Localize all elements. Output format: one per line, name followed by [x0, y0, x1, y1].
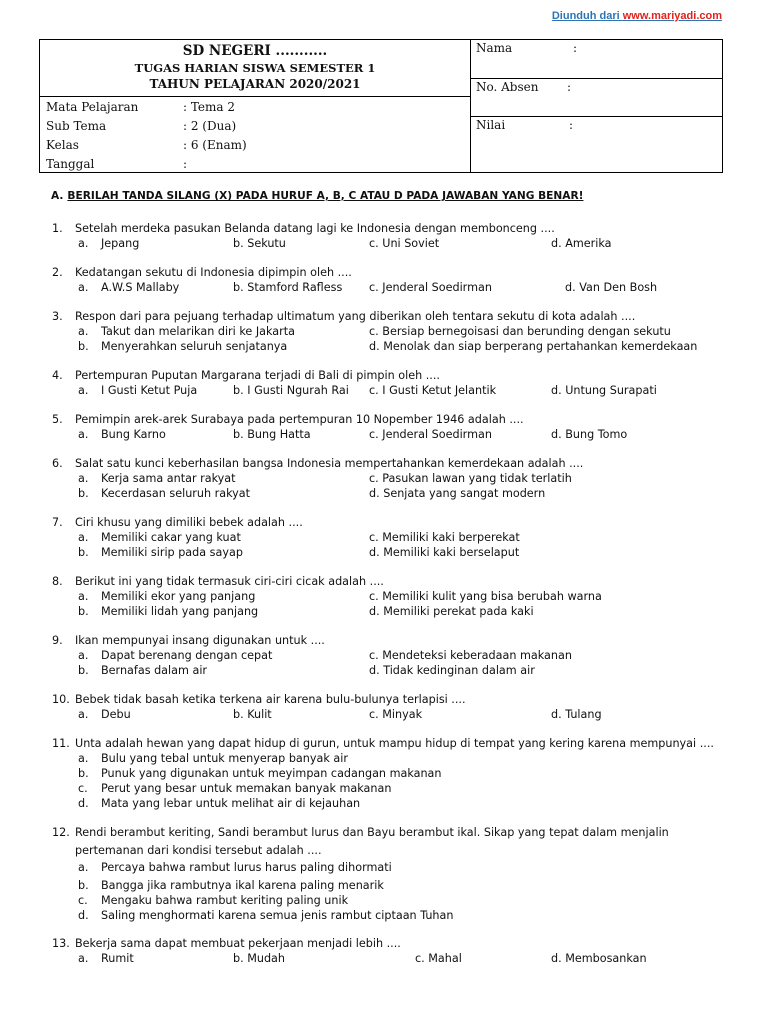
- option-b[interactable]: b. I Gusti Ngurah Rai: [233, 384, 349, 397]
- field-date: [46, 155, 470, 174]
- option-b[interactable]: b. Sekutu: [233, 237, 286, 250]
- download-prefix: Diunduh dari: [551, 10, 623, 22]
- question-text: Ciri khusu yang dimiliki bebek adalah ....: [75, 516, 303, 529]
- question-text: Pemimpin arek-arek Surabaya pada pertempuran 10 Nopember 1946 adalah ....: [75, 413, 524, 426]
- question-text: Pertempuran Puputan Margarana terjadi di Bali di pimpin oleh ....: [75, 369, 440, 382]
- option-d[interactable]: d. Tidak kedinginan dalam air: [369, 664, 535, 677]
- option-letter: a.: [78, 384, 89, 397]
- absen-label: No. Absen: [476, 80, 539, 94]
- option-a[interactable]: Dapat berenang dengan cepat: [101, 649, 273, 662]
- question-number: 11.: [52, 737, 70, 750]
- option-d[interactable]: d. Untung Surapati: [551, 384, 657, 397]
- question-number: 5.: [52, 413, 63, 426]
- option-letter: c.: [78, 782, 88, 795]
- option-b[interactable]: Memiliki sirip pada sayap: [101, 546, 243, 559]
- option-a[interactable]: Percaya bahwa rambut lurus harus paling dihormati: [101, 861, 392, 874]
- header-box: [39, 39, 723, 173]
- option-a[interactable]: Kerja sama antar rakyat: [101, 472, 236, 485]
- field-value: : 2 (Dua): [183, 119, 237, 133]
- field-class: [46, 136, 470, 155]
- student-absen-field[interactable]: [470, 79, 722, 117]
- question-text: Bekerja sama dapat membuat pekerjaan menjadi lebih ....: [75, 937, 401, 950]
- question-text: Rendi berambut keriting, Sandi berambut lurus dan Bayu berambut ikal. Sikap yang tepat dalam menjalin: [75, 826, 669, 839]
- option-b[interactable]: b. Kulit: [233, 708, 272, 721]
- section-letter: A.: [51, 190, 64, 202]
- question-text-continued: pertemanan dari kondisi tersebut adalah ....: [75, 844, 322, 857]
- student-score-field[interactable]: [470, 117, 722, 171]
- option-letter: a.: [78, 237, 89, 250]
- question-number: 8.: [52, 575, 63, 588]
- question-text: Berikut ini yang tidak termasuk ciri-ciri cicak adalah ....: [75, 575, 384, 588]
- field-label: Sub Tema: [46, 119, 107, 133]
- question-text: Unta adalah hewan yang dapat hidup di gurun, untuk mampu hidup di tempat yang kering karena mempunyai ....: [75, 737, 714, 750]
- option-b[interactable]: Bernafas dalam air: [101, 664, 208, 677]
- option-c[interactable]: c. Minyak: [369, 708, 423, 721]
- option-c[interactable]: c. Jenderal Soedirman: [369, 281, 492, 294]
- name-colon: :: [573, 41, 578, 55]
- question-text: Setelah merdeka pasukan Belanda datang lagi ke Indonesia dengan membonceng ....: [75, 222, 555, 235]
- option-letter: a.: [78, 708, 89, 721]
- field-subject: [46, 98, 470, 117]
- option-d[interactable]: d. Memiliki perekat pada kaki: [369, 605, 534, 618]
- field-label: Tanggal: [46, 157, 95, 171]
- question-number: 3.: [52, 310, 63, 323]
- question-text: Kedatangan sekutu di Indonesia dipimpin oleh ....: [75, 266, 352, 279]
- question-text: Ikan mempunyai insang digunakan untuk ....: [75, 634, 325, 647]
- option-d[interactable]: d. Van Den Bosh: [565, 281, 658, 294]
- field-value: : 6 (Enam): [183, 138, 247, 152]
- subject-info: [40, 97, 470, 174]
- question-number: 9.: [52, 634, 63, 647]
- question-number: 13.: [52, 937, 70, 950]
- option-b[interactable]: Memiliki lidah yang panjang: [101, 605, 259, 618]
- question-number: 4.: [52, 369, 63, 382]
- field-value: :: [183, 157, 188, 171]
- assignment-title: TUGAS HARIAN SISWA SEMESTER 1: [134, 61, 376, 75]
- question-number: 1.: [52, 222, 63, 235]
- option-letter: b.: [78, 487, 89, 500]
- name-label: Nama: [476, 41, 513, 55]
- option-c[interactable]: c. I Gusti Ketut Jelantik: [369, 384, 497, 397]
- question-number: 7.: [52, 516, 63, 529]
- question-text: Bebek tidak basah ketika terkena air karena bulu-bulunya terlapisi ....: [75, 693, 466, 706]
- question-number: 2.: [52, 266, 63, 279]
- option-letter: b.: [78, 605, 89, 618]
- student-name-field[interactable]: [470, 40, 722, 79]
- option-d[interactable]: d. Tulang: [551, 708, 602, 721]
- option-c[interactable]: c. Memiliki kulit yang bisa berubah warna: [369, 590, 602, 603]
- option-letter: a.: [78, 325, 89, 338]
- question-number: 10.: [52, 693, 70, 706]
- option-a[interactable]: Bung Karno: [101, 428, 166, 441]
- option-c[interactable]: Perut yang besar untuk memakan banyak makanan: [101, 782, 392, 795]
- option-d[interactable]: d. Senjata yang sangat modern: [369, 487, 546, 500]
- option-a[interactable]: Rumit: [101, 952, 134, 965]
- option-letter: a.: [78, 590, 89, 603]
- question-number: 6.: [52, 457, 63, 470]
- option-letter: a.: [78, 649, 89, 662]
- option-letter: a.: [78, 472, 89, 485]
- school-name: SD NEGERI ...........: [182, 43, 328, 59]
- student-box: [470, 40, 722, 172]
- option-letter: b.: [78, 664, 89, 677]
- question-text: Salat satu kunci keberhasilan bangsa Indonesia mempertahankan kemerdekaan adalah ....: [75, 457, 584, 470]
- option-d[interactable]: d. Memiliki kaki berselaput: [369, 546, 520, 559]
- option-d[interactable]: d. Menolak dan siap berperang pertahankan kemerdekaan: [369, 340, 698, 353]
- option-d[interactable]: d. Amerika: [551, 237, 612, 250]
- option-b[interactable]: Punuk yang digunakan untuk meyimpan cadangan makanan: [101, 767, 442, 780]
- question-text: Respon dari para pejuang terhadap ultimatum yang diberikan oleh tentara sekutu di kota adalah ....: [75, 310, 636, 323]
- field-label: Mata Pelajaran: [46, 100, 139, 114]
- option-d[interactable]: d. Bung Tomo: [551, 428, 628, 441]
- option-d[interactable]: Saling menghormati karena semua jenis rambut ciptaan Tuhan: [101, 909, 454, 922]
- question-number: 12.: [52, 826, 70, 839]
- header-titles: [40, 40, 470, 97]
- option-c[interactable]: c. Mendeteksi keberadaan makanan: [369, 649, 572, 662]
- absen-colon: :: [567, 80, 572, 94]
- option-b[interactable]: Kecerdasan seluruh rakyat: [101, 487, 251, 500]
- option-letter: b.: [78, 767, 89, 780]
- option-letter: d.: [78, 909, 89, 922]
- option-letter: d.: [78, 797, 89, 810]
- option-letter: a.: [78, 752, 89, 765]
- option-letter: a.: [78, 531, 89, 544]
- field-value: : Tema 2: [183, 100, 236, 114]
- option-a[interactable]: Memiliki ekor yang panjang: [101, 590, 256, 603]
- option-c[interactable]: c. Memiliki kaki berperekat: [369, 531, 520, 544]
- academic-year: TAHUN PELAJARAN 2020/2021: [149, 77, 361, 91]
- option-a[interactable]: A.W.S Mallaby: [101, 281, 180, 294]
- option-a[interactable]: Takut dan melarikan diri ke Jakarta: [101, 325, 295, 338]
- option-a[interactable]: Debu: [101, 708, 131, 721]
- option-d[interactable]: d. Membosankan: [551, 952, 647, 965]
- nilai-label: Nilai: [476, 118, 506, 132]
- option-c[interactable]: Mengaku bahwa rambut keriting paling unik: [101, 894, 349, 907]
- option-b[interactable]: b. Bung Hatta: [233, 428, 311, 441]
- option-a[interactable]: Bulu yang tebal untuk menyerap banyak air: [101, 752, 348, 765]
- option-d[interactable]: Mata yang lebar untuk melihat air di kejauhan: [101, 797, 361, 810]
- field-subtheme: [46, 117, 470, 136]
- option-a[interactable]: Jepang: [101, 237, 140, 250]
- option-letter: a.: [78, 281, 89, 294]
- option-letter: a.: [78, 952, 89, 965]
- option-b[interactable]: Menyerahkan seluruh senjatanya: [101, 340, 288, 353]
- option-b[interactable]: b. Mudah: [233, 952, 286, 965]
- option-b[interactable]: Bangga jika rambutnya ikal karena paling menarik: [101, 879, 384, 892]
- option-letter: b.: [78, 546, 89, 559]
- download-url[interactable]: www.mariyadi.com: [622, 10, 722, 22]
- option-a[interactable]: I Gusti Ketut Puja: [101, 384, 198, 397]
- option-letter: b.: [78, 879, 89, 892]
- option-c[interactable]: c. Jenderal Soedirman: [369, 428, 492, 441]
- option-letter: b.: [78, 340, 89, 353]
- option-c[interactable]: c. Uni Soviet: [369, 237, 440, 250]
- option-letter: a.: [78, 861, 89, 874]
- option-c[interactable]: c. Mahal: [415, 952, 462, 965]
- option-letter: c.: [78, 894, 88, 907]
- option-c[interactable]: c. Pasukan lawan yang tidak terlatih: [369, 472, 572, 485]
- instruction-text: BERILAH TANDA SILANG (X) PADA HURUF A, B, C ATAU D PADA JAWABAN YANG BENAR!: [67, 190, 584, 202]
- option-c[interactable]: c. Bersiap bernegoisasi dan berunding dengan sekutu: [369, 325, 671, 338]
- option-b[interactable]: b. Stamford Rafless: [233, 281, 343, 294]
- download-link[interactable]: [552, 10, 722, 22]
- field-label: Kelas: [46, 138, 79, 152]
- section-instruction: [51, 190, 583, 202]
- option-letter: a.: [78, 428, 89, 441]
- nilai-colon: :: [569, 118, 574, 132]
- option-a[interactable]: Memiliki cakar yang kuat: [101, 531, 241, 544]
- header-left: [40, 40, 471, 172]
